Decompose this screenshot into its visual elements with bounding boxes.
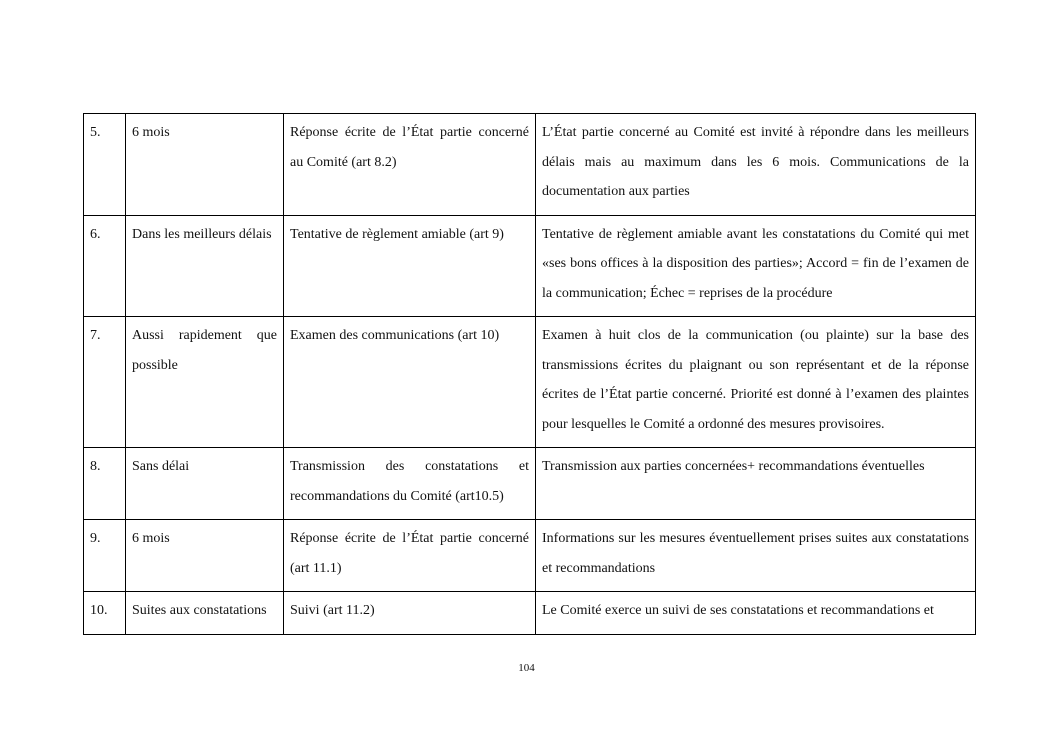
- row-description: Transmission aux parties concernées+ recommandations éventuelles: [536, 448, 976, 520]
- row-delay: 6 mois: [126, 114, 284, 216]
- table-row: [84, 317, 976, 448]
- row-number: 8.: [84, 448, 126, 520]
- row-description: Examen à huit clos de la communication (ou plainte) sur la base des transmissions écrites du plaignant ou son représentant et de la réponse écrites de l’État partie concerné. Priorité est donné à l’examen des plaintes pour lesquelles le Comité a ordonné des mesures provisoires.: [536, 317, 976, 448]
- row-description: L’État partie concerné au Comité est invité à répondre dans les meilleurs délais mais au maximum dans les 6 mois. Communications de la documentation aux parties: [536, 114, 976, 216]
- row-number: 5.: [84, 114, 126, 216]
- table-row: [84, 592, 976, 635]
- row-number: 7.: [84, 317, 126, 448]
- row-description: Tentative de règlement amiable avant les constatations du Comité qui met «ses bons offices à la disposition des parties»; Accord = fin de l’examen de la communication; Échec = reprises de la procédure: [536, 215, 976, 317]
- row-description: Le Comité exerce un suivi de ses constatations et recommandations et: [536, 592, 976, 635]
- table-row: [84, 520, 976, 592]
- table-row: [84, 215, 976, 317]
- row-number: 9.: [84, 520, 126, 592]
- page-number: 104: [518, 662, 535, 674]
- table-row: [84, 448, 976, 520]
- row-step: Tentative de règlement amiable (art 9): [284, 215, 536, 317]
- row-step: Examen des communications (art 10): [284, 317, 536, 448]
- row-description: Informations sur les mesures éventuellement prises suites aux constatations et recommandations: [536, 520, 976, 592]
- row-step: Réponse écrite de l’État partie concerné au Comité (art 8.2): [284, 114, 536, 216]
- row-step: Suivi (art 11.2): [284, 592, 536, 635]
- row-step: Réponse écrite de l’État partie concerné (art 11.1): [284, 520, 536, 592]
- row-delay: Aussi rapidement que possible: [126, 317, 284, 448]
- row-delay: Sans délai: [126, 448, 284, 520]
- row-delay: 6 mois: [126, 520, 284, 592]
- row-number: 6.: [84, 215, 126, 317]
- row-delay: Suites aux constatations: [126, 592, 284, 635]
- procedure-table: [83, 113, 976, 635]
- row-step: Transmission des constatations et recommandations du Comité (art10.5): [284, 448, 536, 520]
- row-number: 10.: [84, 592, 126, 635]
- table-row: [84, 114, 976, 216]
- row-delay: Dans les meilleurs délais: [126, 215, 284, 317]
